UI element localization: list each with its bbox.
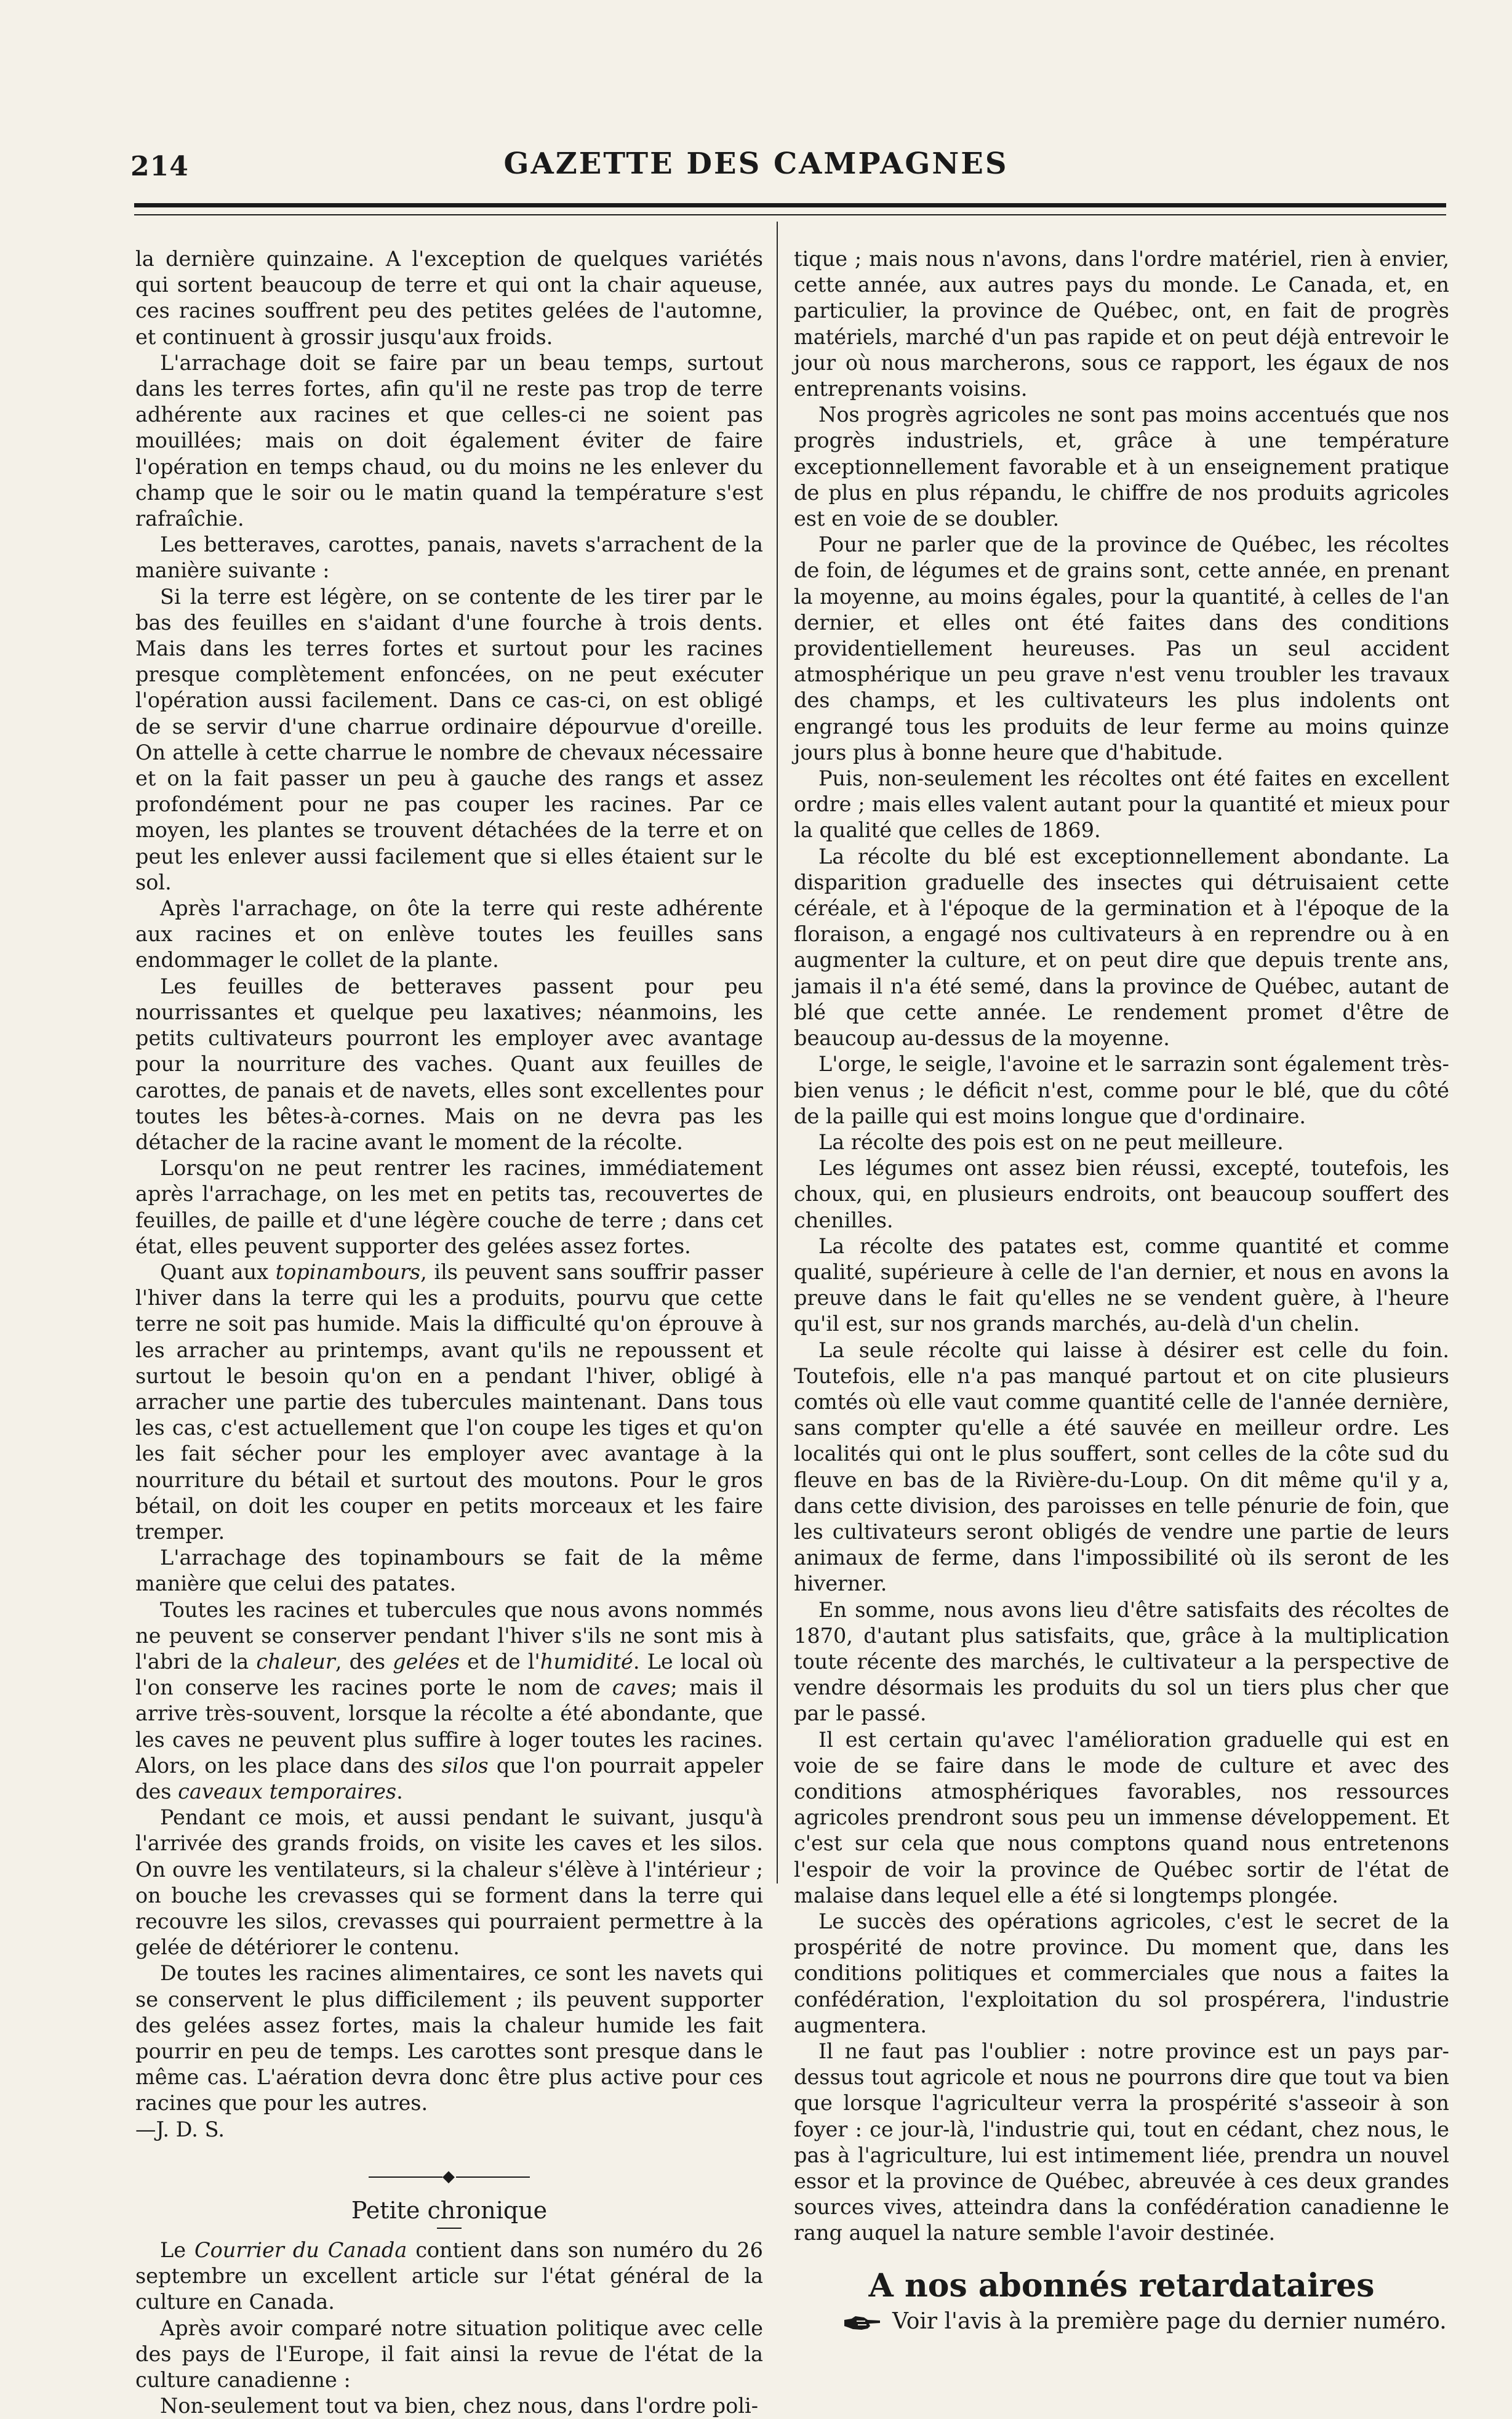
text-run: et de l' [459,1649,540,1674]
paragraph: Nos progrès agricoles ne sont pas moins accentués que nos progrès industriels, et, grâce à une température exceptionnellement favorable et à un enseignement pratique de plus en plus répandu, le chiffre de nos produits agricoles est en voie de se doubler. [794,403,1449,531]
paragraph: De toutes les racines alimentaires, ce sont les navets qui se conservent le plus difficilement ; ils peuvent supporter des gelées assez fortes, mais la chaleur humide les fait pourrir en peu de temps. Les carottes sont presque dans le même cas. L'aération devra donc être plus active pour ces racines que pour les autres. [135,1961,763,2116]
section-title: Petite chronique [351,2197,548,2224]
paragraph: La récolte des patates est, comme quantité et comme qualité, supérieure à celle de l'an dernier, et nous en avons la preuve dans le fait qu'elles ne se vendent guère, à l'heure qu'il est, sur nos grands marchés, au-delà d'un chelin. [794,1234,1449,1336]
paragraph: Il ne faut pas l'oublier : notre province est un pays par-dessus tout agricole et nous ne pourrons dire que tout va bien que lorsque l'agriculteur verra la prospérité s'asseoir à son foyer : ce jour-là, l'industrie qui, tout en cédant, chez nous, le pas à l'agriculture, lui est intimement liée, prendra un nouvel essor et la province de Québec, abreuvée à ces deux grandes sources vives, atteindra dans la confédération canadienne le rang auquel la nature semble l'avoir destinée. [794,2039,1449,2245]
section-title-rule [437,2228,462,2229]
text-run: Le [160,2238,194,2263]
paragraph: L'arrachage doit se faire par un beau temps, surtout dans les terres fortes, afin qu'il ne reste pas trop de terre adhérente aux racines et que celles-ci ne soient pas mouillées; mais on doit également éviter de faire l'opération en temps chaud, ou du moins ne les enlever du champ que le soir ou le matin quand la température s'est rafraîchie. [135,350,763,531]
text-run: . [396,1779,403,1803]
paragraph: L'orge, le seigle, l'avoine et le sarrazin sont également très-bien venus ; le déficit n'est, comme pour le blé, que du côté de la paille qui est moins longue que d'ordinaire. [794,1052,1449,1128]
paragraph: Après l'arrachage, on ôte la terre qui reste adhérente aux racines et on enlève toutes les feuilles sans endommager le collet de la plante. [135,896,763,973]
text-run: , des [335,1649,393,1674]
paragraph: Il est certain qu'avec l'amélioration graduelle qui est en voie de se faire dans le mode de culture et avec des conditions atmosphériques favorables, nos ressources agricoles prendront sous peu un immense développement. Et c'est sur cela que nous comptons quand nous entretenons l'espoir de voir la province de Québec sortir de l'état de malaise dans lequel elle a été si longtemps plongée. [794,1727,1449,1908]
notice-line [794,2308,1449,2335]
text-run: . Le local où l'on conserve les racines porte le nom de [135,1649,763,1700]
paragraph: La récolte du blé est exceptionnellement abondante. La disparition graduelle des insectes qui détruisaient cette céréale, et à l'époque de la germination et à l'époque de la floraison, a engagé nos cultivateurs à en reprendre ou à en augmenter la culture, et on peut dire que depuis trente ans, jamais il n'a été semé, dans la province de Québec, autant de blé que cette année. Le rendement promet d'être de beaucoup au-dessus de la moyenne. [794,844,1449,1051]
italic-term: gelées [393,1649,460,1674]
italic-term: humidité [540,1649,633,1674]
paragraph: La seule récolte qui laisse à désirer est celle du foin. Toutefois, elle n'a pas manqué partout et on cite plusieurs comtés où elle vaut comme quantité celle de l'année dernière, sans compter qu'elle a été sauvée en meilleur ordre. Les localités qui ont le plus souffert, sont celles de la côte sud du fleuve en bas de la Rivière-du-Loup. On dit même qu'il y a, dans cette division, des paroisses en telle pénurie de foin, que les cultivateurs seront obligés de vendre une partie de leurs animaux de ferme, dans l'impossibilité où ils seront de les hiverner. [794,1338,1449,1596]
paragraph: Non-seulement tout va bien, chez nous, dans l'ordre poli- [160,2394,759,2418]
italic-term: silos [441,1753,489,1778]
text-run: Toutes les racines et tubercules que nous avons nommés ne peuvent se conserver pendant l'hiver s'ils ne sont mis à l'abri de la [135,1597,763,1674]
italic-title: Courrier du Canada [194,2238,407,2263]
italic-term: caveaux temporaires [178,1779,397,1803]
paragraph: Pour ne parler que de la province de Québec, les récoltes de foin, de légumes et de grains sont, cette année, en prenant la moyenne, au moins égales, pour la quantité, à celles de l'an dernier, et elles ont été faites dans des conditions providentiellement heureuses. Pas un seul accident atmosphérique un peu grave n'est venu troubler les travaux des champs, et les cultivateurs les plus indolents ont engrangé tous les produits de leur ferme au moins quinze jours plus à bonne heure que d'habitude. [794,532,1449,764]
page-number: 214 [130,151,189,182]
italic-term: caves [612,1675,671,1700]
paragraph: L'arrachage des topinambours se fait de la même manière que celui des patates. [135,1546,763,1596]
paragraph [135,2237,763,2316]
paragraph: Les betteraves, carottes, panais, navets s'arrachent de la manière suivante : [135,532,763,583]
column-divider [777,222,778,1883]
paragraph: Les feuilles de betteraves passent pour peu nourrissantes et quelque peu laxatives; néanmoins, les petits cultivateurs pourront les employer avec avantage pour la nourriture des vaches. Quant aux feuilles de carottes, de panais et de navets, elles sont excellentes pour toutes les bêtes-à-cornes. Mais on ne devra pas les détacher de la racine avant le moment de la récolte. [135,974,763,1154]
paragraph: la dernière quinzaine. A l'exception de quelques variétés qui sortent beaucoup de terre et qui ont la chair aqueuse, ces racines souffrent peu des petites gelées de l'automne, et continuent à grossir jusqu'aux froids. [135,247,763,349]
text-run: que l'on pourrait appeler des [135,1753,763,1803]
right-column [794,246,1449,2335]
paragraph: Pendant ce mois, et aussi pendant le suivant, jusqu'à l'arrivée des grands froids, on visite les caves et les silos. On ouvre les ventilateurs, si la chaleur s'élève à l'intérieur ; on bouche les crevasses qui se forment dans la terre qui recouvre les silos, crevasses qui pourraient permettre à la gelée de détériorer le contenu. [135,1805,763,1960]
italic-term: topinambours [275,1259,421,1284]
paragraph: Lorsqu'on ne peut rentrer les racines, immédiatement après l'arrachage, on les met en petits tas, recouvertes de feuilles, de paille et d'une légère couche de terre ; dans cet état, elles peuvent supporter des gelées assez fortes. [135,1156,763,1258]
text-run: , ils peuvent sans souffrir passer l'hiver dans la terre qui les a produits, pourvu que cette terre ne soit pas humide. Mais la difficulté qu'on éprouve à les arracher au printemps, avant qu'ils ne repoussent et surtout le besoin qu'on en a pendant l'hiver, obligé à arracher une partie des tubercules maintenant. Dans tous les cas, c'est actuellement que l'on coupe les tiges et qu'on les fait sécher pour les employer avec avantage à la nourriture du bétail et surtout des moutons. Pour le gros bétail, on doit les couper en petits morceaux et les faire tremper. [135,1259,763,1544]
left-column [135,246,763,2419]
section-ornament: ◆ [135,2164,763,2189]
paragraph: En somme, nous avons lieu d'être satisfaits des récoltes de 1870, d'autant plus satisfaits, que, grâce à la multiplication toute récente des marchés, le cultivateur a la perspective de vendre désormais les produits du sol un tiers plus cher que par le passé. [794,1597,1449,1726]
header-rule-thick [134,203,1446,207]
notice-title: A nos abonnés retardataires [868,2266,1375,2305]
paragraph: Après avoir comparé notre situation politique avec celle des pays de l'Europe, il fait ainsi la revue de l'état de la culture canadienne : [135,2316,763,2393]
text-run: contient dans son numéro du 26 septembre un excellent article sur l'état général de la culture en Canada. [135,2238,763,2314]
paragraph [135,1259,763,1545]
pointing-hand-icon [843,2314,881,2332]
signature: —J. D. S. [135,2117,225,2141]
paragraph: Si la terre est légère, on se contente de les tirer par le bas des feuilles en s'aidant d'une fourche à trois dents. Mais dans les terres fortes et surtout pour les racines presque complètement enfoncées, on ne peut exécuter l'opération aussi facilement. Dans ce cas-ci, on est obligé de se servir d'une charrue ordinaire dépourvue d'oreille. On attelle à cette charrue le nombre de chevaux nécessaire et on la fait passer un peu à gauche des rangs et assez profondément pour ne pas couper les racines. Par ce moyen, les plantes se trouvent détachées de la terre et on peut les enlever aussi facilement que si elles étaient sur le sol. [135,584,763,894]
header-rule-thin [134,214,1446,215]
paragraph: tique ; mais nous n'avons, dans l'ordre matériel, rien à envier, cette année, aux autres pays du monde. Le Canada, et, en particulier, la province de Québec, ont, en fait de progrès matériels, marché d'un pas rapide et on peut déjà entrevoir le jour où nous marcherons, sous ce rapport, les égaux de nos entreprenants voisins. [794,247,1449,401]
running-head-title: GAZETTE DES CAMPAGNES [503,146,1009,181]
paragraph: Les légumes ont assez bien réussi, excepté, toutefois, les choux, qui, en plusieurs endroits, ont beaucoup souffert des chenilles. [794,1156,1449,1232]
paragraph: Le succès des opérations agricoles, c'est le secret de la prospérité de notre province. Du moment que, dans les conditions politiques et commerciales que nous a faites la confédération, l'exploitation du sol prospérera, l'industrie augmentera. [794,1909,1449,2037]
text-run: Quant aux [160,1259,276,1284]
italic-term: chaleur [256,1649,335,1674]
paragraph [135,1597,763,1805]
notice-text: Voir l'avis à la première page du dernier numéro. [892,2308,1447,2334]
text-run: ; mais il arrive très-souvent, lorsque la récolte a été abondante, que les caves ne peuvent plus suffire à loger toutes les racines. Alors, on les place dans des [135,1675,763,1778]
paragraph: La récolte des pois est on ne peut meilleure. [818,1129,1284,1154]
paragraph: Puis, non-seulement les récoltes ont été faites en excellent ordre ; mais elles valent autant pour la quantité et mieux pour la qualité que celles de 1869. [794,766,1449,843]
